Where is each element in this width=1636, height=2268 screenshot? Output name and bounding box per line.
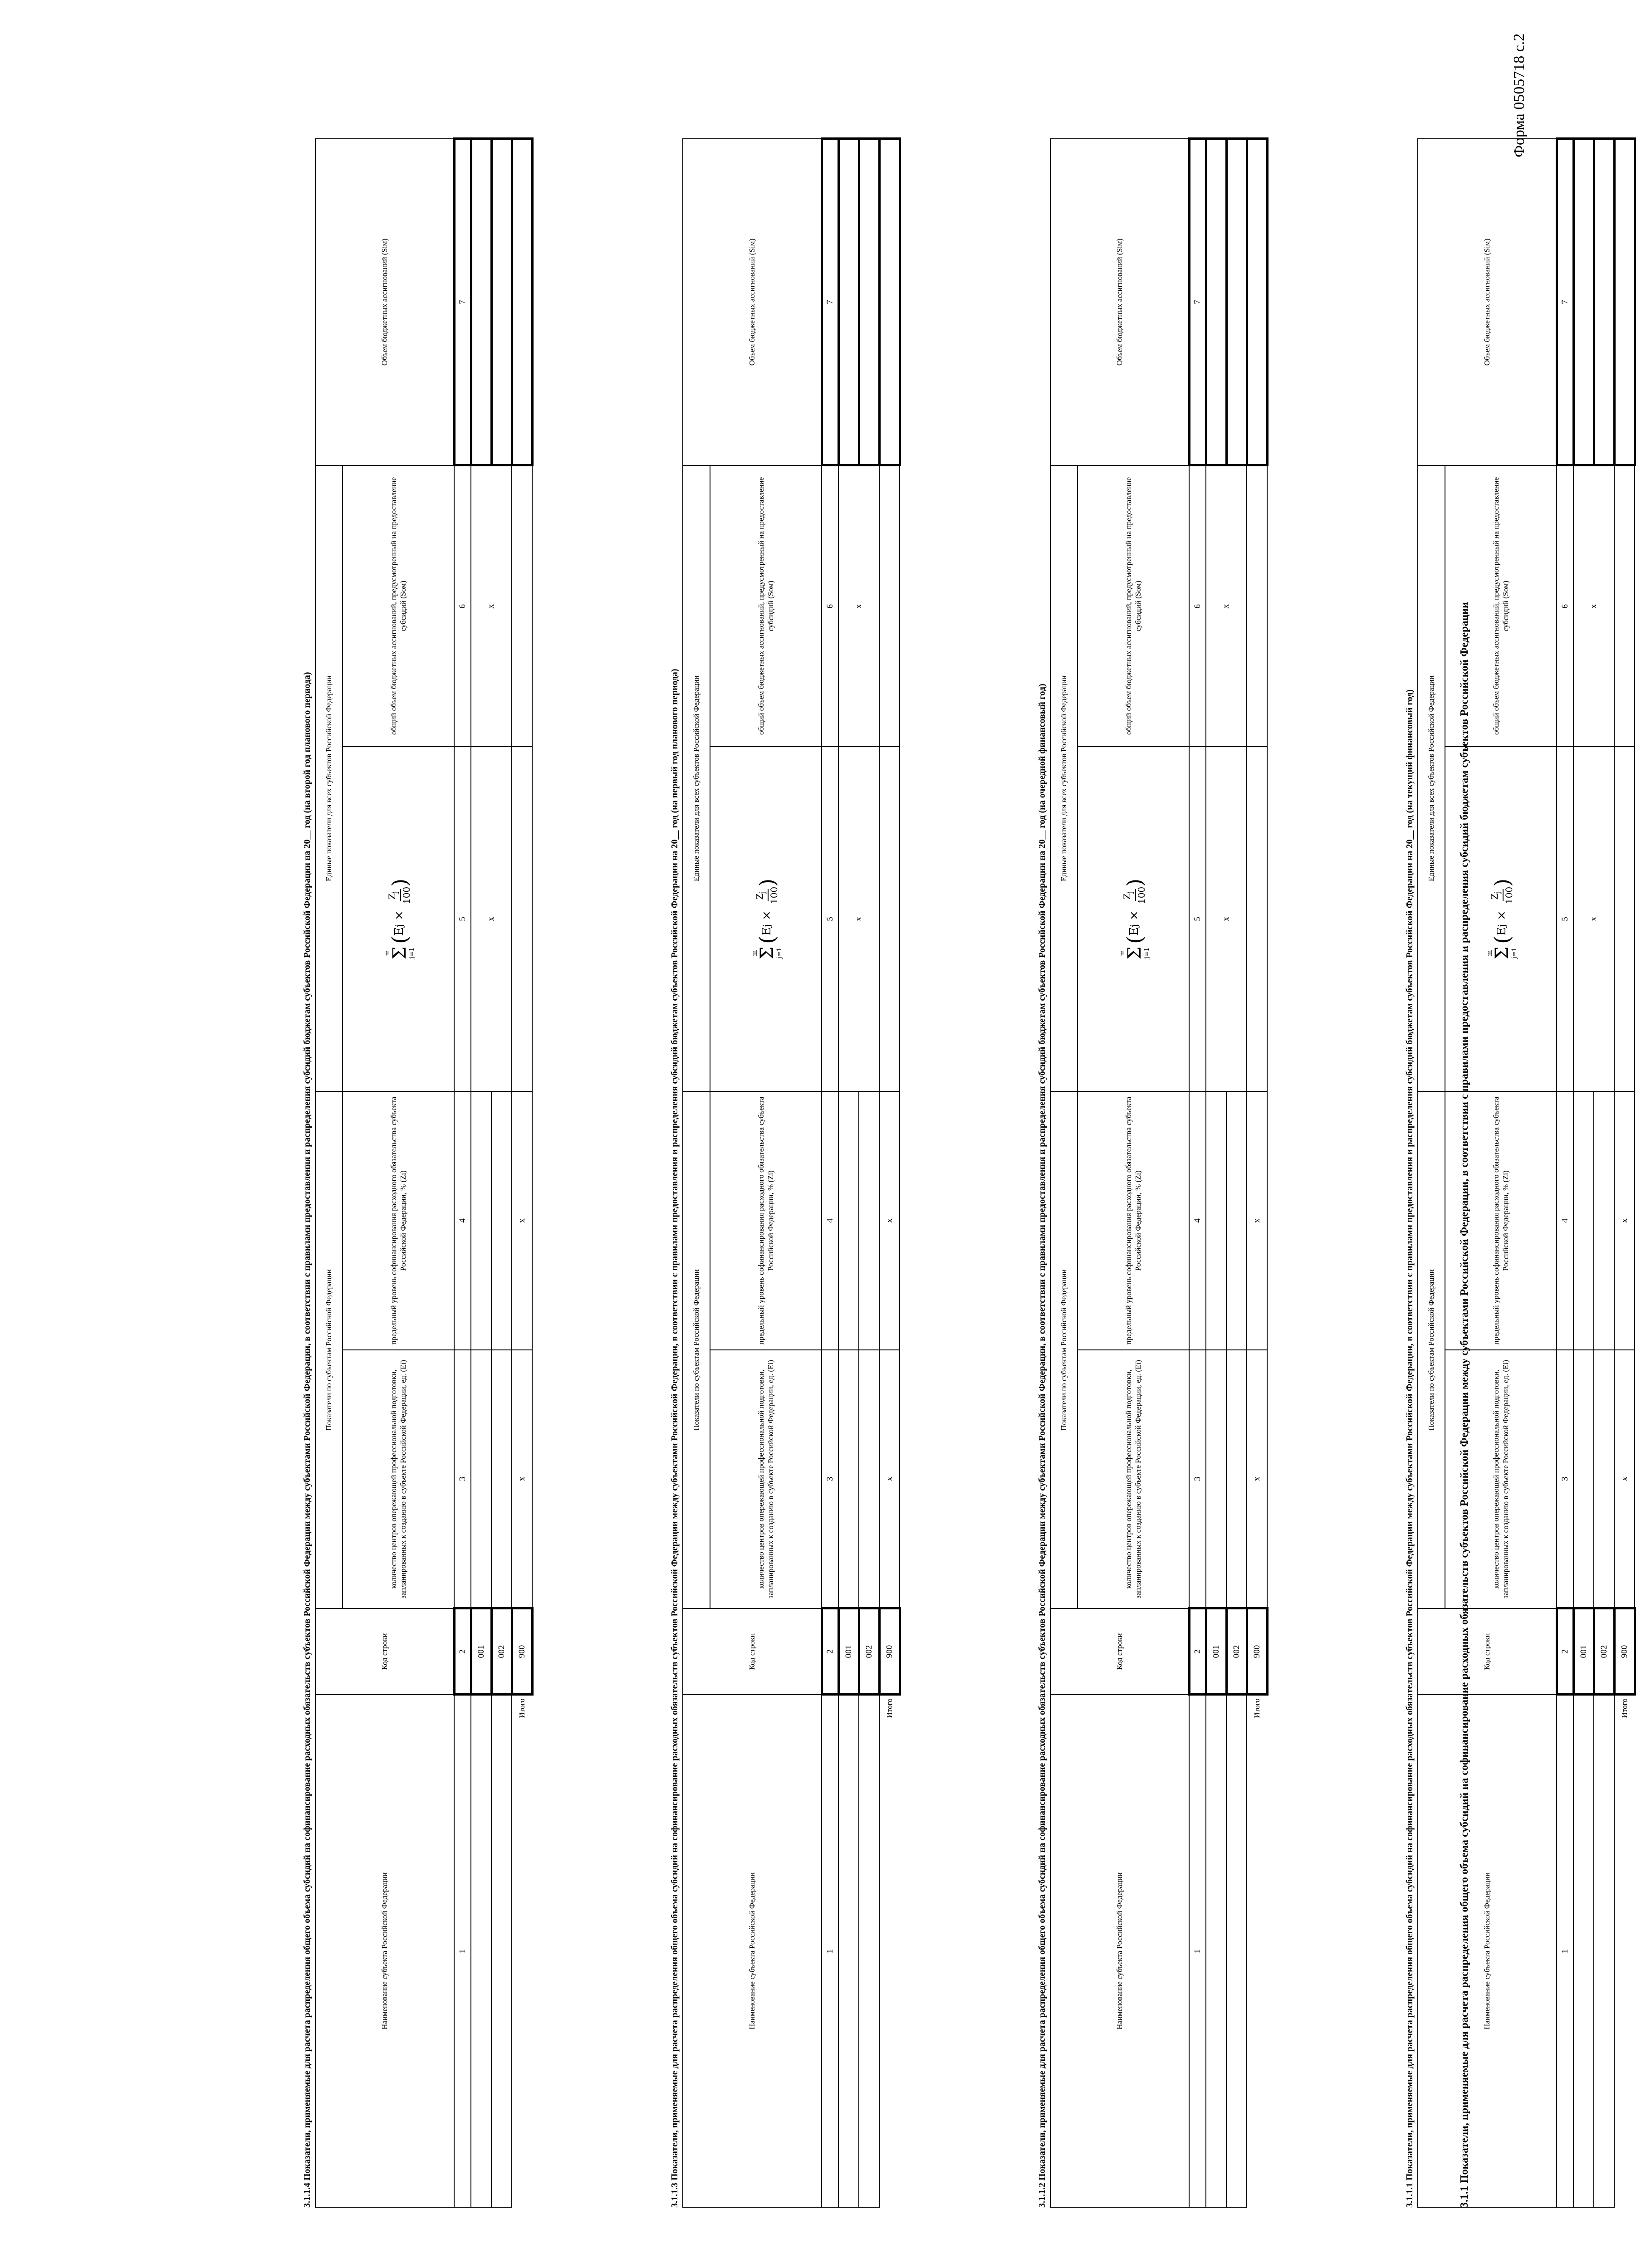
budget-volume-cell[interactable] — [471, 139, 491, 465]
zi-cell[interactable] — [1594, 1091, 1614, 1350]
subject-name-cell[interactable] — [838, 1695, 859, 2207]
header-zi: предельный уровень софинансирования расходного обязательства субъекта Российской Федерации, % (Zi) — [710, 1091, 822, 1350]
total-formula — [1247, 747, 1267, 1091]
header-group-common: Единые показатели для всех субъектов Российской Федерации — [1050, 465, 1078, 1091]
budget-volume-cell[interactable] — [1573, 139, 1594, 465]
header-budget-volume: Объем бюджетных ассигнований (Siм) — [1050, 139, 1189, 465]
zi-cell[interactable] — [491, 1091, 512, 1350]
total-code: 900 — [512, 1608, 532, 1695]
zi-cell[interactable] — [471, 1091, 491, 1350]
row-code-cell: 001 — [838, 1608, 859, 1695]
header-row-code: Код строки — [315, 1608, 454, 1695]
header-ei: количество центров опережающей профессиональной подготовки, запланированных к созданию в субъекте Российской Федерации, ед. (Ei) — [1445, 1350, 1557, 1608]
header-zi: предельный уровень софинансирования расходного обязательства субъекта Российской Федерации, % (Zi) — [1445, 1091, 1557, 1350]
total-zi: x — [1614, 1091, 1635, 1350]
subject-name-cell[interactable] — [1226, 1695, 1247, 2207]
sum-formula: m Σ j=1 ( E j × $Z_j$ 100 ) — [1118, 878, 1151, 960]
budget-volume-cell[interactable] — [838, 139, 859, 465]
total-zi: x — [1247, 1091, 1267, 1350]
header-ei: количество центров опережающей профессиональной подготовки, запланированных к созданию в субъекте Российской Федерации, ед. (Ei) — [710, 1350, 822, 1608]
total-label: Итого — [518, 1698, 527, 1718]
header-total-budget: общий объем бюджетных ассигнований, предусмотренный на предоставление субсидий (Sом) — [343, 465, 454, 747]
row-code-cell: 002 — [1226, 1608, 1247, 1695]
column-number: 1 — [1189, 1695, 1206, 2207]
column-number: 1 — [822, 1695, 838, 2207]
total-budget-cell: x — [838, 465, 879, 747]
column-number: 2 — [1557, 1608, 1573, 1695]
column-number: 3 — [1189, 1350, 1206, 1608]
main-heading: 3.1.1 Показатели, применяемые для расчета распределения общего объема субсидий на софинансирование расходных обязательств субъектов Российской Федерации между субъектами Российской Федерации, в соответствии с правилами предоставления и распределения субсидий бюджетам субъектов Российской Федерации — [1459, 602, 1470, 2208]
header-subject-name: Наименование субъекта Российской Федерации — [1050, 1695, 1189, 2207]
formula-cell: x — [838, 747, 879, 1091]
total-volume — [512, 139, 532, 465]
total-code: 900 — [1614, 1608, 1635, 1695]
column-number: 7 — [454, 139, 471, 465]
total-budget — [1247, 465, 1267, 747]
table-row — [491, 139, 512, 2207]
column-number: 6 — [1557, 465, 1573, 747]
header-group-subject: Показатели по субъектам Российской Федерации — [1418, 1091, 1445, 1608]
section-3 — [667, 126, 901, 2208]
section-4 — [299, 126, 534, 2208]
column-number: 7 — [1557, 139, 1573, 465]
row-code-cell: 002 — [491, 1608, 512, 1695]
total-budget-cell: x — [1573, 465, 1614, 747]
total-zi: x — [879, 1091, 900, 1350]
table-row — [471, 139, 491, 2207]
indicator-table — [1050, 137, 1269, 2208]
column-number: 6 — [1189, 465, 1206, 747]
indicator-table — [315, 137, 534, 2208]
header-budget-volume: Объем бюджетных ассигнований (Siм) — [1418, 139, 1557, 465]
header-formula — [1078, 747, 1189, 1091]
column-number: 4 — [454, 1091, 471, 1350]
row-code-cell: 002 — [1594, 1608, 1614, 1695]
section-title: 3.1.1.4 Показатели, применяемые для расчета распределения общего объема субсидий на софинансирование расходных обязательств субъектов Российской Федерации между субъектами Российской Федерации, в соответствии с правилами предоставления и распределения субсидий бюджетам субъектов Российской Федерации на 20__ год (на второй год планового периода) — [302, 672, 312, 2208]
budget-volume-cell[interactable] — [859, 139, 879, 465]
row-code-cell: 001 — [1206, 1608, 1226, 1695]
total-formula — [879, 747, 900, 1091]
header-formula — [710, 747, 822, 1091]
section-2 — [1034, 126, 1269, 2208]
total-budget — [879, 465, 900, 747]
table-row — [1226, 139, 1247, 2207]
budget-volume-cell[interactable] — [1226, 139, 1247, 465]
ei-cell[interactable] — [838, 1350, 859, 1608]
subject-name-cell[interactable] — [1594, 1695, 1614, 2207]
column-number: 4 — [822, 1091, 838, 1350]
row-code-cell: 002 — [859, 1608, 879, 1695]
total-ei: x — [879, 1350, 900, 1608]
subject-name-cell[interactable] — [859, 1695, 879, 2207]
sum-formula: m Σ j=1 ( E j × $Z_j$ 100 ) — [1486, 878, 1518, 960]
column-number: 1 — [454, 1695, 471, 2207]
header-row-code: Код строки — [1050, 1608, 1189, 1695]
budget-volume-cell[interactable] — [1206, 139, 1226, 465]
ei-cell[interactable] — [1206, 1350, 1226, 1608]
total-formula — [1614, 747, 1635, 1091]
total-volume — [879, 139, 900, 465]
row-code-cell: 001 — [471, 1608, 491, 1695]
subject-name-cell[interactable] — [1573, 1695, 1594, 2207]
header-formula — [343, 747, 454, 1091]
budget-volume-cell[interactable] — [1594, 139, 1614, 465]
column-number: 2 — [454, 1608, 471, 1695]
total-volume — [1247, 139, 1267, 465]
total-label: Итого — [885, 1698, 894, 1718]
column-number: 5 — [822, 747, 838, 1091]
column-number: 5 — [1189, 747, 1206, 1091]
total-ei: x — [1614, 1350, 1635, 1608]
total-row — [879, 139, 900, 2207]
header-zi: предельный уровень софинансирования расходного обязательства субъекта Российской Федерации, % (Zi) — [1078, 1091, 1189, 1350]
total-code: 900 — [1247, 1608, 1267, 1695]
column-number: 3 — [1557, 1350, 1573, 1608]
section-title: 3.1.1.3 Показатели, применяемые для расчета распределения общего объема субсидий на софинансирование расходных обязательств субъектов Российской Федерации между субъектами Российской Федерации, в соответствии с правилами предоставления и распределения субсидий бюджетам субъектов Российской Федерации на 20__ год (на первый год планового периода) — [670, 669, 680, 2208]
header-budget-volume: Объем бюджетных ассигнований (Siм) — [315, 139, 454, 465]
subject-name-cell[interactable] — [1206, 1695, 1226, 2207]
header-group-common: Единые показатели для всех субъектов Российской Федерации — [315, 465, 343, 1091]
row-code-cell: 001 — [1573, 1608, 1594, 1695]
total-volume — [1614, 139, 1635, 465]
section-title: 3.1.1.1 Показатели, применяемые для расчета распределения общего объема субсидий на софинансирование расходных обязательств субъектов Российской Федерации между субъектами Российской Федерации, в соответствии с правилами предоставления и распределения субсидий бюджетам субъектов Российской Федерации на 20__ год (на текущий финансовый год) — [1405, 689, 1415, 2208]
total-zi: x — [512, 1091, 532, 1350]
section-title: 3.1.1.2 Показатели, применяемые для расчета распределения общего объема субсидий на софинансирование расходных обязательств субъектов Российской Федерации между субъектами Российской Федерации, в соответствии с правилами предоставления и распределения субсидий бюджетам субъектов Российской Федерации на 20__ год (на очередной финансовый год) — [1037, 684, 1047, 2208]
header-zi: предельный уровень софинансирования расходного обязательства субъекта Российской Федерации, % (Zi) — [343, 1091, 454, 1350]
total-row — [1247, 139, 1267, 2207]
ei-cell[interactable] — [859, 1350, 879, 1608]
header-group-common: Единые показатели для всех субъектов Российской Федерации — [1418, 465, 1445, 1091]
total-row — [1614, 139, 1635, 2207]
total-formula — [512, 747, 532, 1091]
header-ei: количество центров опережающей профессиональной подготовки, запланированных к созданию в субъекте Российской Федерации, ед. (Ei) — [343, 1350, 454, 1608]
total-budget — [1614, 465, 1635, 747]
zi-cell[interactable] — [1206, 1091, 1226, 1350]
header-row-code: Код строки — [683, 1608, 822, 1695]
table-row — [1206, 139, 1226, 2207]
section-1 — [1402, 126, 1636, 2208]
column-number: 3 — [454, 1350, 471, 1608]
column-number: 2 — [822, 1608, 838, 1695]
header-row-code: Код строки — [1418, 1608, 1557, 1695]
ei-cell[interactable] — [471, 1350, 491, 1608]
budget-volume-cell[interactable] — [491, 139, 512, 465]
header-formula — [1445, 747, 1557, 1091]
column-number: 7 — [1189, 139, 1206, 465]
header-group-subject: Показатели по субъектам Российской Федерации — [315, 1091, 343, 1608]
column-number: 3 — [822, 1350, 838, 1608]
form-code: Форма 0505718 с.2 — [1511, 33, 1528, 157]
rotated-form — [0, 33, 1629, 2268]
header-total-budget: общий объем бюджетных ассигнований, предусмотренный на предоставление субсидий (Sом) — [710, 465, 822, 747]
header-group-subject: Показатели по субъектам Российской Федерации — [683, 1091, 710, 1608]
total-label: Итого — [1620, 1698, 1629, 1718]
formula-cell: x — [1573, 747, 1614, 1091]
zi-cell[interactable] — [838, 1091, 859, 1350]
header-budget-volume: Объем бюджетных ассигнований (Siм) — [683, 139, 822, 465]
sum-formula: m Σ j=1 ( E j × $Z_j$ 100 ) — [383, 878, 416, 960]
total-budget-cell: x — [1206, 465, 1247, 747]
zi-cell[interactable] — [1573, 1091, 1594, 1350]
indicator-table — [682, 137, 901, 2208]
column-number: 6 — [822, 465, 838, 747]
formula-cell: x — [471, 747, 512, 1091]
header-subject-name: Наименование субъекта Российской Федерации — [1418, 1695, 1557, 2207]
formula-cell: x — [1206, 747, 1247, 1091]
indicator-table — [1417, 137, 1636, 2208]
header-group-subject: Показатели по субъектам Российской Федерации — [1050, 1091, 1078, 1608]
column-number: 4 — [1557, 1091, 1573, 1350]
column-number: 2 — [1189, 1608, 1206, 1695]
total-budget-cell: x — [471, 465, 512, 747]
table-row — [859, 139, 879, 2207]
column-number: 6 — [454, 465, 471, 747]
header-total-budget: общий объем бюджетных ассигнований, предусмотренный на предоставление субсидий (Sом) — [1078, 465, 1189, 747]
subject-name-cell[interactable] — [491, 1695, 512, 2207]
ei-cell[interactable] — [1573, 1350, 1594, 1608]
ei-cell[interactable] — [1594, 1350, 1614, 1608]
table-row — [1594, 139, 1614, 2207]
total-budget — [512, 465, 532, 747]
total-ei: x — [1247, 1350, 1267, 1608]
table-row — [1573, 139, 1594, 2207]
column-number: 7 — [822, 139, 838, 465]
column-number: 4 — [1189, 1091, 1206, 1350]
subject-name-cell[interactable] — [471, 1695, 491, 2207]
total-row — [512, 139, 532, 2207]
header-group-common: Единые показатели для всех субъектов Российской Федерации — [683, 465, 710, 1091]
total-code: 900 — [879, 1608, 900, 1695]
ei-cell[interactable] — [1226, 1350, 1247, 1608]
column-number: 1 — [1557, 1695, 1573, 2207]
sum-formula: m Σ j=1 ( E j × $Z_j$ 100 ) — [751, 878, 783, 960]
header-subject-name: Наименование субъекта Российской Федерации — [315, 1695, 454, 2207]
ei-cell[interactable] — [491, 1350, 512, 1608]
zi-cell[interactable] — [859, 1091, 879, 1350]
header-total-budget: общий объем бюджетных ассигнований, предусмотренный на предоставление субсидий (Sом) — [1445, 465, 1557, 747]
header-ei: количество центров опережающей профессиональной подготовки, запланированных к созданию в субъекте Российской Федерации, ед. (Ei) — [1078, 1350, 1189, 1608]
zi-cell[interactable] — [1226, 1091, 1247, 1350]
table-row — [838, 139, 859, 2207]
total-label: Итого — [1253, 1698, 1262, 1718]
column-number: 5 — [454, 747, 471, 1091]
column-number: 5 — [1557, 747, 1573, 1091]
total-ei: x — [512, 1350, 532, 1608]
header-subject-name: Наименование субъекта Российской Федерации — [683, 1695, 822, 2207]
